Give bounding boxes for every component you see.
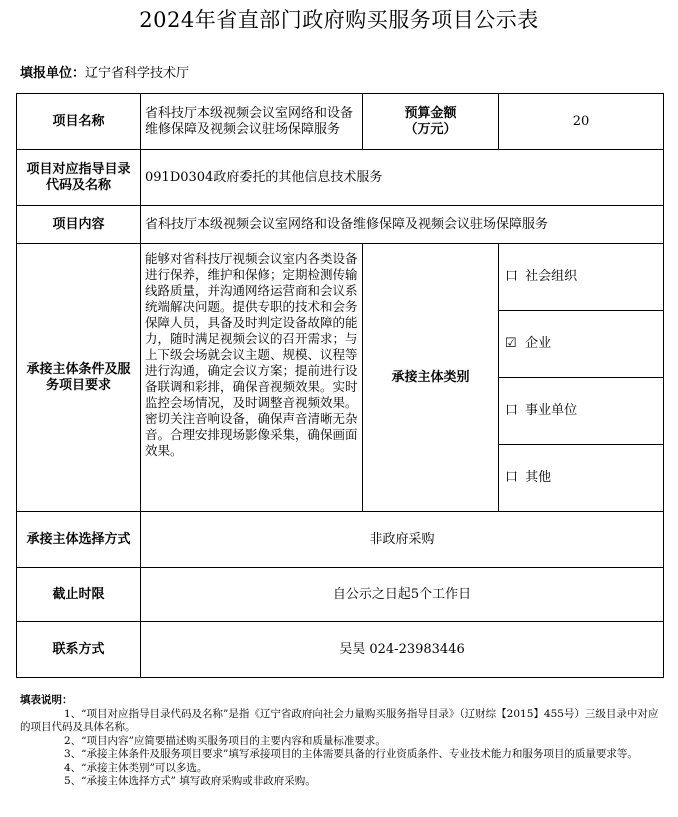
- selection-label: 承接主体选择方式: [17, 512, 141, 568]
- conditions-label: 承接主体条件及服务项目要求: [17, 244, 141, 512]
- category-option-public-institution[interactable]: [499, 378, 664, 445]
- selection-value: 非政府采购: [141, 512, 664, 568]
- reporting-unit: [20, 62, 189, 81]
- instruction-item: 1、“项目对应指导目录代码及名称”是指《辽宁省政府向社会力量购买服务指导目录》（辽财综【2015】455号）三级目录中对应的项目代码及具体名称。: [20, 707, 659, 733]
- instructions-header: 填表说明：: [20, 694, 73, 706]
- category-option-label: 企业: [525, 336, 552, 351]
- form-instructions: [20, 694, 665, 789]
- row-contact: [17, 622, 664, 678]
- page-title: 2024年省直部门政府购买服务项目公示表: [139, 8, 539, 32]
- row-catalog: [17, 150, 664, 206]
- row-conditions: [17, 244, 664, 311]
- contact-value: 吴昊 024-23983446: [141, 622, 664, 678]
- category-option-enterprise[interactable]: [499, 311, 664, 378]
- row-content: [17, 206, 664, 244]
- checkbox-icon: 口: [505, 403, 519, 418]
- reporting-unit-value: 辽宁省科学技术厅: [85, 66, 190, 81]
- checkbox-icon: 口: [505, 269, 519, 284]
- project-name-label: 项目名称: [17, 94, 141, 150]
- category-option-label: 社会组织: [525, 269, 578, 284]
- catalog-label: 项目对应指导目录代码及名称: [17, 150, 141, 206]
- budget-label-line1: 预算金额: [404, 105, 457, 121]
- instruction-item: 2、“项目内容”应简要描述购买服务项目的主要内容和质量标准要求。: [64, 734, 386, 747]
- contact-label: 联系方式: [17, 622, 141, 678]
- category-option-social-org[interactable]: [499, 244, 664, 311]
- project-name-value: 省科技厅本级视频会议室网络和设备维修保障及视频会议驻场保障服务: [141, 94, 363, 150]
- instruction-item: 4、“承接主体类别”可以多选。: [64, 761, 208, 774]
- instruction-item: 3、“承接主体条件及服务项目要求”填写承接项目的主体需要具备的行业资质条件、专业技术能力和服务项目的质量要求等。: [64, 748, 638, 760]
- conditions-value: 能够对省科技厅视频会议室内各类设备进行保养，维护和保修；定期检测传输线路质量，并沟通网络运营商和会议系统端解决问题。提供专职的技术和会务保障人员，具备及时判定设备故障的能力，随时满足视频会议的召开需求；与上下级会场就会议主题、规模、议程等进行沟通，确定会议方案；提前进行设备联调和彩排，确保音视频效果。实时监控会场情况，及时调整音视频效果。密切关注音响设备，确保声音清晰无杂音。合理安排现场影像采集，确保画面效果。: [141, 244, 363, 512]
- checkbox-icon: 口: [505, 470, 519, 485]
- category-option-label: 事业单位: [525, 403, 578, 418]
- row-selection: [17, 512, 664, 568]
- deadline-label: 截止时限: [17, 568, 141, 622]
- category-option-label: 其他: [525, 470, 552, 485]
- deadline-value: 自公示之日起5个工作日: [141, 568, 664, 622]
- budget-label: [363, 94, 499, 150]
- budget-label-line2: （万元）: [404, 121, 457, 137]
- category-option-other[interactable]: [499, 445, 664, 512]
- row-project-name: [17, 94, 664, 150]
- category-label: 承接主体类别: [363, 244, 499, 512]
- content-label: 项目内容: [17, 206, 141, 244]
- reporting-unit-label: 填报单位：: [20, 66, 86, 81]
- project-form-table: [16, 93, 664, 678]
- instruction-item: 5、“承接主体选择方式” 填写政府采购或非政府采购。: [64, 775, 316, 787]
- row-deadline: [17, 568, 664, 622]
- content-value: 省科技厅本级视频会议室网络和设备维修保障及视频会议驻场保障服务: [141, 206, 664, 244]
- budget-value: 20: [499, 94, 664, 150]
- catalog-value: 091D0304政府委托的其他信息技术服务: [141, 150, 664, 206]
- checked-box-icon: ☑: [505, 336, 517, 351]
